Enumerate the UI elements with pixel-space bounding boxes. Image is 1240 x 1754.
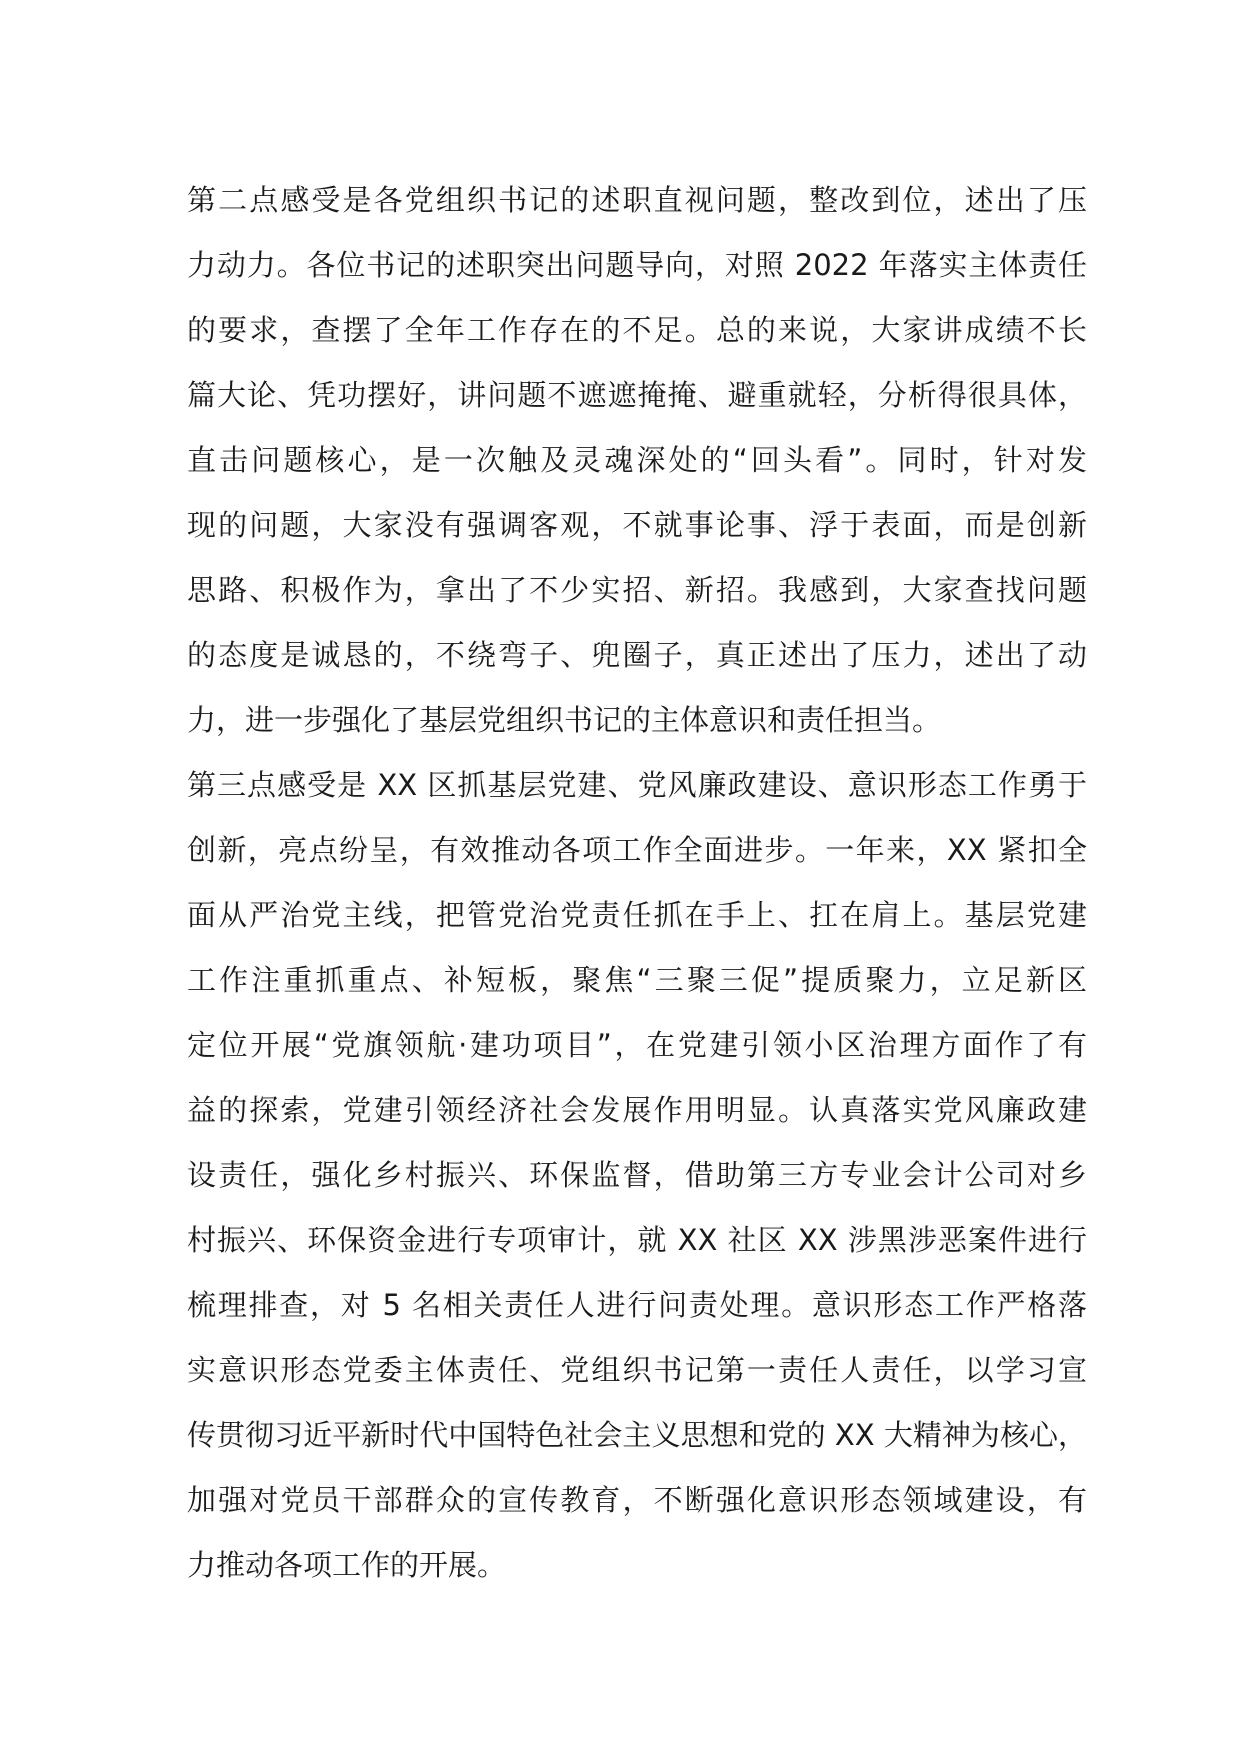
paragraph-line: 梳理排查，对 5 名相关责任人进行问责处理。意识形态工作严格落 — [187, 1288, 1087, 1322]
paragraph-line: 篇大论、凭功摆好，讲问题不遮遮掩掩、避重就轻，分析得很具体， — [187, 378, 1087, 412]
paragraph-line: 第三点感受是 XX 区抓基层党建、党风廉政建设、意识形态工作勇于 — [187, 768, 1087, 802]
paragraph-2 — [187, 753, 1087, 1598]
paragraph-line: 定位开展“党旗领航·建功项目”，在党建引领小区治理方面作了有 — [187, 1028, 1087, 1062]
paragraph-line: 力推动各项工作的开展。 — [187, 1548, 507, 1582]
paragraph-line: 创新，亮点纷呈，有效推动各项工作全面进步。一年来，XX 紧扣全 — [187, 833, 1087, 867]
paragraph-line: 力，进一步强化了基层党组织书记的主体意识和责任担当。 — [187, 703, 942, 737]
paragraph-line: 思路、积极作为，拿出了不少实招、新招。我感到，大家查找问题 — [187, 573, 1087, 607]
paragraph-line: 直击问题核心，是一次触及灵魂深处的“回头看”。同时，针对发 — [187, 443, 1087, 477]
paragraph-line: 力动力。各位书记的述职突出问题导向，对照 2022 年落实主体责任 — [187, 248, 1087, 282]
paragraph-line: 村振兴、环保资金进行专项审计，就 XX 社区 XX 涉黑涉恶案件进行 — [187, 1223, 1087, 1257]
paragraph-line: 的要求，查摆了全年工作存在的不足。总的来说，大家讲成绩不长 — [187, 313, 1087, 347]
paragraph-line: 传贯彻习近平新时代中国特色社会主义思想和党的 XX 大精神为核心， — [187, 1418, 1087, 1452]
paragraph-line: 第二点感受是各党组织书记的述职直视问题，整改到位，述出了压 — [187, 183, 1087, 217]
paragraph-1 — [187, 168, 1087, 753]
paragraph-line: 益的探索，党建引领经济社会发展作用明显。认真落实党风廉政建 — [187, 1093, 1087, 1127]
paragraph-line: 面从严治党主线，把管党治党责任抓在手上、扛在肩上。基层党建 — [187, 898, 1087, 932]
document-body — [187, 168, 1087, 1598]
paragraph-line: 工作注重抓重点、补短板，聚焦“三聚三促”提质聚力，立足新区 — [187, 963, 1087, 997]
paragraph-line: 的态度是诚恳的，不绕弯子、兜圈子，真正述出了压力，述出了动 — [187, 638, 1087, 672]
paragraph-line: 实意识形态党委主体责任、党组织书记第一责任人责任，以学习宣 — [187, 1353, 1087, 1387]
paragraph-line: 设责任，强化乡村振兴、环保监督，借助第三方专业会计公司对乡 — [187, 1158, 1087, 1192]
paragraph-line: 加强对党员干部群众的宣传教育，不断强化意识形态领域建设，有 — [187, 1483, 1087, 1517]
paragraph-line: 现的问题，大家没有强调客观，不就事论事、浮于表面，而是创新 — [187, 508, 1087, 542]
